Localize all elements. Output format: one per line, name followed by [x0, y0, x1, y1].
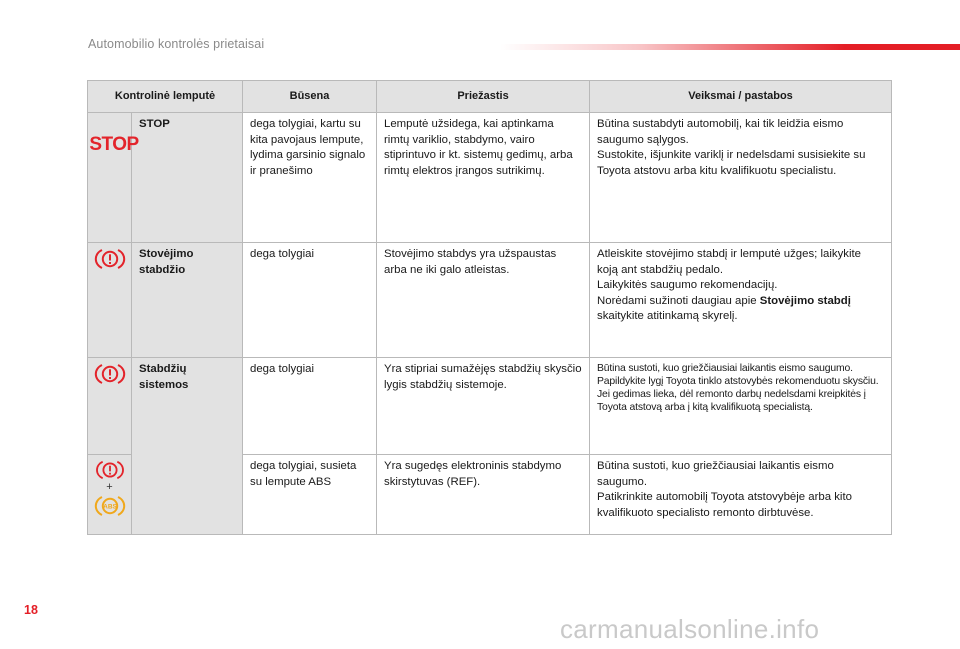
column-header-cause: Priežastis	[377, 81, 590, 113]
light-cause: Lemputė užsidega, kai aptinkama rimtų variklio, stabdymo, vairo stiprintuvo ir kt. sistemų gedimų, arba rimtų elektros įrangos sutrikimų.	[377, 113, 590, 243]
light-cause: Yra stipriai sumažėjęs stabdžių skysčio lygis stabdžių sistemoje.	[377, 358, 590, 455]
icon-cell	[88, 243, 132, 358]
table-row	[88, 113, 892, 243]
icon-cell	[88, 113, 139, 243]
action-line: Jei gedimas lieka, dėl remonto darbų nedelsdami kreipkitės į Toyota atstovą arba į kitą kvalifikuotą specialistą.	[597, 389, 866, 413]
table-header-row	[88, 81, 892, 113]
svg-text:STOP: STOP	[89, 134, 139, 155]
action-line: Patikrinkite automobilį Toyota atstovybėje arba kito kvalifikuoto specialisto remonto dirbtuvėse.	[597, 491, 852, 519]
icon-cell	[88, 455, 132, 535]
column-header-light: Kontrolinė lemputė	[88, 81, 243, 113]
stop-warning-icon	[89, 132, 139, 155]
light-status: dega tolygiai	[243, 243, 377, 358]
action-line: Būtina sustabdyti automobilį, kai tik leidžia eismo saugumo sąlygos.	[597, 118, 844, 146]
light-status: dega tolygiai, kartu su kita pavojaus lempute, lydima garsinio signalo ir pranešimo	[243, 113, 377, 243]
icon-cell	[88, 358, 132, 455]
light-status: dega tolygiai	[243, 358, 377, 455]
light-actions	[590, 455, 892, 535]
column-header-status: Būsena	[243, 81, 377, 113]
plus-sign: +	[106, 481, 113, 493]
action-ref-text: Norėdami sužinoti daugiau apie	[597, 294, 760, 307]
brake-warning-icon	[95, 459, 125, 481]
light-name: Stovėjimo stabdžio	[132, 243, 243, 358]
action-ref-text: skaitykite atitinkamą skyrelį.	[597, 310, 738, 322]
section-title: Automobilio kontrolės prietaisai	[88, 37, 265, 51]
page-number: 18	[24, 603, 38, 617]
light-name: Stabdžių sistemos	[132, 358, 243, 535]
light-status: dega tolygiai, susieta su lempute ABS	[243, 455, 377, 535]
action-line: Laikykitės saugumo rekomendacijų.	[597, 279, 778, 291]
svg-text:ABS: ABS	[103, 503, 117, 511]
header-accent-bar	[500, 44, 960, 50]
column-header-actions: Veiksmai / pastabos	[590, 81, 892, 113]
light-actions	[590, 358, 892, 455]
light-actions	[590, 243, 892, 358]
action-line: Atleiskite stovėjimo stabdį ir lemputė užges; laikykite koją ant stabdžių pedalo.	[597, 248, 862, 276]
warning-lights-table	[87, 80, 892, 535]
action-line: Būtina sustoti, kuo griežčiausiai laikantis eismo saugumo.	[597, 363, 853, 374]
table-row	[88, 243, 892, 358]
action-line	[597, 294, 884, 325]
watermark-text: carmanualsonline.info	[560, 614, 820, 644]
brake-warning-icon	[95, 362, 125, 386]
light-actions	[590, 113, 892, 243]
abs-warning-icon	[95, 494, 125, 518]
action-line: Papildykite lygį Toyota tinklo atstovybės rekomenduotu skysčiu.	[597, 376, 879, 387]
action-ref-bold: Stovėjimo stabdį	[759, 294, 851, 307]
action-line: Būtina sustoti, kuo griežčiausiai laikantis eismo saugumo.	[597, 460, 834, 488]
light-name: STOP	[132, 113, 243, 243]
light-cause: Stovėjimo stabdys yra užspaustas arba ne iki galo atleistas.	[377, 243, 590, 358]
table-row	[88, 358, 892, 455]
action-line: Sustokite, išjunkite variklį ir nedelsdami susisiekite su Toyota atstovu arba kitu kvalifikuotu specialistu.	[597, 149, 866, 177]
brake-warning-icon	[95, 247, 125, 271]
light-cause: Yra sugedęs elektroninis stabdymo skirstytuvas (REF).	[377, 455, 590, 535]
